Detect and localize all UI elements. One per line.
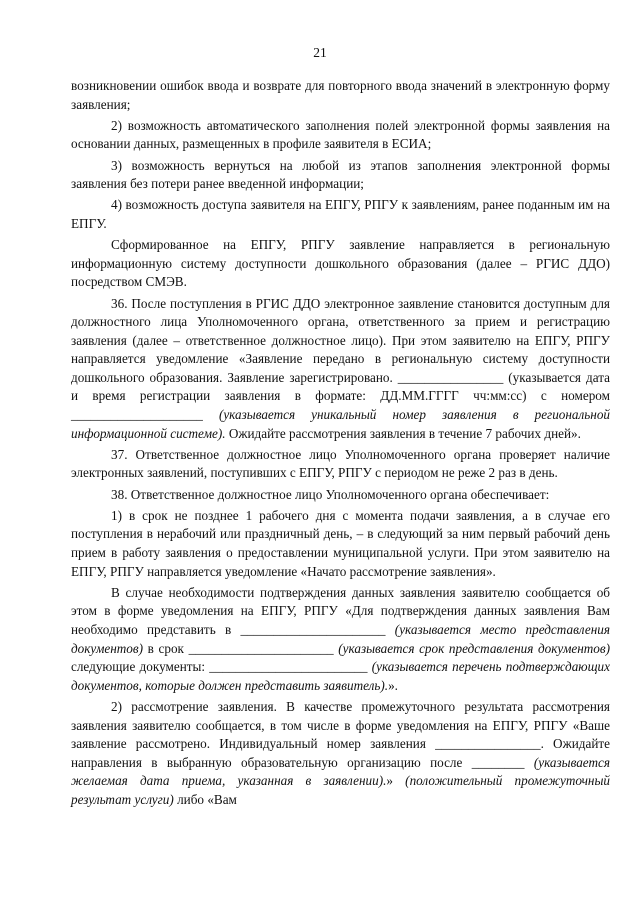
italic-text: (указывается место представления документов) <box>71 621 610 656</box>
paragraph-text: 38. Ответственное должностное лицо Уполномоченного органа обеспечивает: <box>111 486 550 502</box>
paragraph <box>71 295 610 444</box>
italic-text: (положительный промежуточный результат услуги) <box>71 773 610 807</box>
paragraph-text: 37. Ответственное должностное лицо Уполномоченного органа проверяет наличие электронных заявлений, поступивших с ЕПГУ, РПГУ с периодом не реже 2 раз в день. <box>71 446 610 481</box>
paragraph-text: 3) возможность вернуться на любой из этапов заполнения электронной формы заявления без потери ранее введенной информации; <box>71 157 610 192</box>
paragraph <box>71 157 610 194</box>
paragraph-text: 4) возможность доступа заявителя на ЕПГУ, РПГУ к заявлениям, ранее поданным им на ЕПГУ. <box>71 197 610 231</box>
italic-text: (указывается перечень подтверждающих документов, которые должен представить заявитель). <box>71 659 611 693</box>
paragraph <box>71 507 610 581</box>
paragraph-text: 2) рассмотрение заявления. В качестве промежуточного результата рассмотрения заявления заявителю сообщается, в том числе в форме уведомления на ЕПГУ, РПГУ «Ваше заявление рассмотрено. Индивидуальный номер заявления ________________. Ожидайте направления в выбранную образовательную организацию после ________ <box>71 698 610 770</box>
italic-text: (указывается уникальный номер заявления в региональной информационной системе). <box>71 407 611 441</box>
paragraph-text: » <box>386 773 406 789</box>
italic-text: (указывается желаемая дата приема, указанная в заявлении). <box>71 754 610 789</box>
paragraph-text: следующие документы: ________________________ <box>71 659 372 675</box>
paragraph <box>71 117 610 154</box>
document-body <box>71 77 610 812</box>
paragraph-text: возникновении ошибок ввода и возврате для повторного ввода значений в электронную форму заявления; <box>71 78 610 112</box>
paragraph-text: 2) возможность автоматического заполнения полей электронной формы заявления на основании данных, размещенных в профиле заявителя в ЕСИА; <box>71 117 610 152</box>
paragraph <box>71 446 610 483</box>
paragraph-text: в срок ______________________ <box>143 640 339 656</box>
italic-text: (указывается срок представления документов) <box>338 640 610 656</box>
paragraph <box>71 77 610 114</box>
paragraph <box>71 236 610 292</box>
paragraph <box>71 196 610 233</box>
paragraph <box>71 698 610 810</box>
paragraph-text: либо «Вам <box>173 791 237 807</box>
page-number: 21 <box>313 45 327 60</box>
paragraph-text: Ожидайте рассмотрения заявления в течение 7 рабочих дней». <box>225 425 581 441</box>
paragraph-text: 1) в срок не позднее 1 рабочего дня с момента подачи заявления, а в случае его поступления в нерабочий или праздничный день, – в следующий за ним первый рабочий день прием в работу заявления о предоставлении муниципальной услуги. При этом заявителю на ЕПГУ, РПГУ направляется уведомление «Начато рассмотрение заявления». <box>71 507 610 579</box>
paragraph <box>71 486 610 505</box>
paragraph-text: ». <box>388 677 398 693</box>
paragraph-text: В случае необходимости подтверждения данных заявления заявителю сообщается об этом в форме уведомления на ЕПГУ, РПГУ «Для подтверждения данных заявления Вам необходимо представить в ______________________ <box>71 584 610 637</box>
paragraph-text: Сформированное на ЕПГУ, РПГУ заявление направляется в региональную информационную систему доступности дошкольного образования (далее – РГИС ДДО) посредством СМЭВ. <box>71 237 610 290</box>
paragraph-text: 36. После поступления в РГИС ДДО электронное заявление становится доступным для должностного лица Уполномоченного органа, ответственного за прием и регистрацию заявления (далее – ответственное должностное лицо). При этом заявителю на ЕПГУ, РПГУ направляется уведомление «Заявление передано в региональную систему доступности дошкольного образования. Заявление зарегистрировано. ________________ (указывается дата и время регистрации заявления в формате: ДД.ММ.ГГГГ чч:мм:сс) с номером ____________________ <box>71 295 610 423</box>
paragraph <box>71 584 610 696</box>
